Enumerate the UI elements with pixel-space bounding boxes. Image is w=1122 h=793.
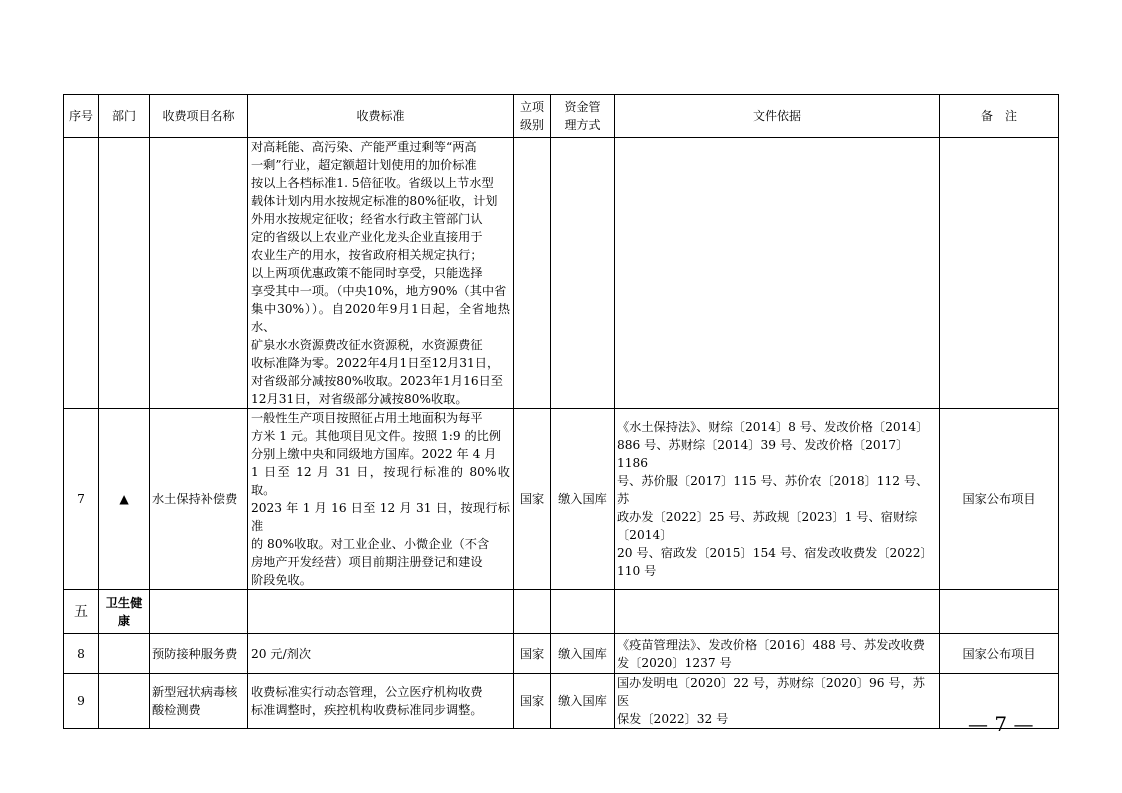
row-fund: 缴入国库 xyxy=(551,634,615,674)
row-name xyxy=(150,674,248,729)
row-standard xyxy=(248,674,514,729)
standard-line: 收标准降为零。2022年4月1日至12月31日， xyxy=(251,356,500,370)
row-standard: 20 元/剂次 xyxy=(248,634,514,674)
row-fund: 缴入国库 xyxy=(551,674,615,729)
row-basis xyxy=(615,409,940,590)
row-seq: 9 xyxy=(64,674,99,729)
section-dept-line1: 卫生健 xyxy=(105,595,143,610)
row-basis xyxy=(615,674,940,729)
standard-line: 以上两项优惠政策不能同时享受，只能选择 xyxy=(251,266,483,280)
name-line: 新型冠状病毒核 xyxy=(152,685,238,699)
standard-line: 享受其中一项。（中央10%，地方90%（其中省 xyxy=(251,284,507,298)
basis-line: 发〔2020〕1237 号 xyxy=(617,655,732,670)
header-basis: 文件依据 xyxy=(615,95,940,138)
row-seq: 8 xyxy=(64,634,99,674)
row-standard xyxy=(248,138,514,409)
standard-line: 载体计划内用水按规定标准的80%征收，计划 xyxy=(251,194,498,208)
basis-line: 《水土保持法》、财综〔2014〕8 号、发改价格〔2014〕 xyxy=(617,420,929,434)
empty-cell xyxy=(514,590,551,634)
basis-line: 国办发明电〔2020〕22 号，苏财综〔2020〕96 号，苏医 xyxy=(617,676,925,708)
empty-cell xyxy=(150,590,248,634)
header-dept: 部门 xyxy=(99,95,150,138)
header-fund xyxy=(551,95,615,138)
section-dept xyxy=(99,590,150,634)
table-row xyxy=(64,138,1059,409)
standard-line: 分别上缴中央和同级地方国库。2022 年 4 月 xyxy=(251,447,497,461)
table-header-row xyxy=(64,95,1059,138)
row-fund xyxy=(551,138,615,409)
standard-line: 矿泉水水资源费改征水资源税，水资源费征 xyxy=(251,338,483,352)
standard-line: 农业生产的用水，按省政府相关规定执行； xyxy=(251,248,483,262)
row-level: 国家 xyxy=(514,409,551,590)
row-dept xyxy=(99,634,150,674)
header-level-line1: 立项 xyxy=(519,100,544,114)
row-level xyxy=(514,138,551,409)
row-name: 水土保持补偿费 xyxy=(150,409,248,590)
standard-line: 集中30%））。自2020年9月1日起，全省地热水、 xyxy=(251,302,510,334)
row-name xyxy=(150,138,248,409)
basis-line: 政办发〔2022〕25 号、苏政规〔2023〕1 号、宿财综〔2014〕 xyxy=(617,510,918,542)
page-number: — 7 — xyxy=(968,712,1034,736)
empty-cell xyxy=(551,590,615,634)
row-remark: 国家公布项目 xyxy=(940,409,1059,590)
row-basis xyxy=(615,634,940,674)
section-dept-line2: 康 xyxy=(117,613,131,628)
header-seq: 序号 xyxy=(64,95,99,138)
row-remark xyxy=(940,138,1059,409)
basis-line: 20 号、宿政发〔2015〕154 号、宿发改收费发〔2022〕 xyxy=(617,546,933,560)
row-seq: 7 xyxy=(64,409,99,590)
basis-line: 886 号、苏财综〔2014〕39 号、发改价格〔2017〕1186 xyxy=(617,438,909,470)
standard-line: 的 80%收取。对工业企业、小微企业（不含 xyxy=(251,537,490,551)
table-row xyxy=(64,409,1059,590)
standard-line: 1 日至 12 月 31 日，按现行标准的 80%收取。 xyxy=(251,465,510,497)
section-row xyxy=(64,590,1059,634)
row-dept xyxy=(99,138,150,409)
standard-line: 对省级部分减按80%收取。2023年1月16日至 xyxy=(251,374,503,388)
basis-line: 110 号 xyxy=(617,564,657,578)
row-dept xyxy=(99,674,150,729)
standard-line: 房地产开发经营）项目前期注册登记和建设 xyxy=(251,555,483,569)
standard-line: 方米 1 元。其他项目见文件。按照 1:9 的比例 xyxy=(251,429,502,443)
basis-line: 保发〔2022〕32 号 xyxy=(617,712,729,726)
empty-cell xyxy=(615,590,940,634)
basis-line: 号、苏价服〔2017〕115 号、苏价农〔2018〕112 号、苏 xyxy=(617,474,929,506)
header-fund-line2: 理方式 xyxy=(564,118,601,132)
row-remark: 国家公布项目 xyxy=(940,634,1059,674)
empty-cell xyxy=(248,590,514,634)
table-row xyxy=(64,634,1059,674)
row-fund: 缴入国库 xyxy=(551,409,615,590)
row-level: 国家 xyxy=(514,634,551,674)
standard-line: 定的省级以上农业产业化龙头企业直接用于 xyxy=(251,230,483,244)
row-seq xyxy=(64,138,99,409)
standard-line: 收费标准实行动态管理，公立医疗机构收费 xyxy=(251,685,483,699)
basis-line: 《疫苗管理法》、发改价格〔2016〕488 号、苏发改收费 xyxy=(617,637,925,652)
header-level-line2: 级别 xyxy=(519,118,544,132)
fee-table xyxy=(63,94,1059,729)
name-line: 酸检测费 xyxy=(152,703,201,717)
section-seq: 五 xyxy=(64,590,99,634)
standard-line: 一般性生产项目按照征占用土地面积为每平 xyxy=(251,411,483,425)
standard-line: 标准调整时，疾控机构收费标准同步调整。 xyxy=(251,703,483,717)
row-standard xyxy=(248,409,514,590)
row-basis xyxy=(615,138,940,409)
header-item-name: 收费项目名称 xyxy=(150,95,248,138)
standard-line: 一剩”行业，超定额超计划使用的加价标准 xyxy=(251,158,477,172)
row-name: 预防接种服务费 xyxy=(150,634,248,674)
standard-line: 12月31日，对省级部分减按80%收取。 xyxy=(251,392,468,406)
header-standard: 收费标准 xyxy=(248,95,514,138)
header-remark: 备 注 xyxy=(940,95,1059,138)
row-dept: ▲ xyxy=(99,409,150,590)
standard-line: 2023 年 1 月 16 日至 12 月 31 日，按现行标准 xyxy=(251,501,510,533)
standard-line: 按以上各档标准1. 5倍征收。省级以上节水型 xyxy=(251,176,494,190)
row-level: 国家 xyxy=(514,674,551,729)
standard-line: 对高耗能、高污染、产能严重过剩等“两高 xyxy=(251,140,477,154)
header-fund-line1: 资金管 xyxy=(564,100,601,114)
empty-cell xyxy=(940,590,1059,634)
standard-line: 阶段免收。 xyxy=(251,573,312,587)
header-level xyxy=(514,95,551,138)
standard-line: 外用水按规定征收；经省水行政主管部门认 xyxy=(251,212,483,226)
table-row xyxy=(64,674,1059,729)
